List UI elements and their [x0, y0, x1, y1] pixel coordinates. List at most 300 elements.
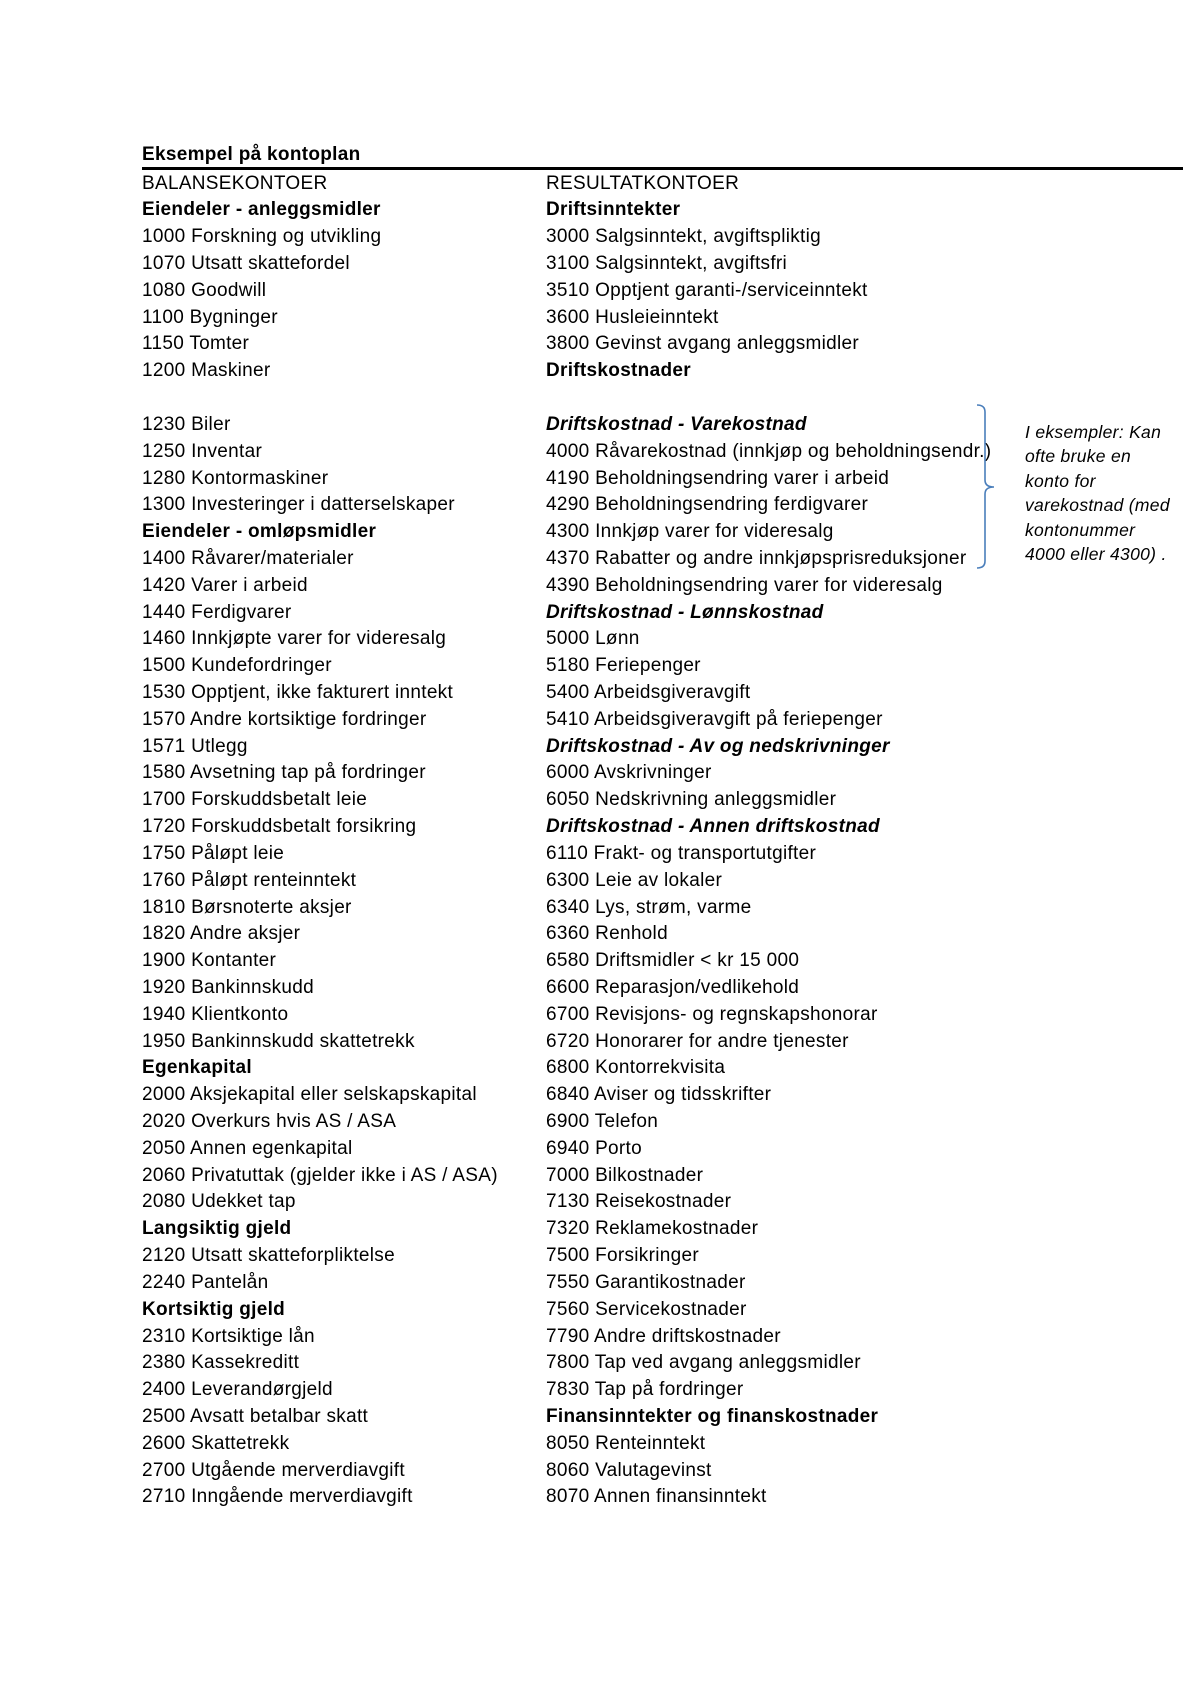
- right-cell: [546, 439, 1016, 466]
- table-row: [142, 1458, 1022, 1485]
- account-number: 2710: [142, 1486, 186, 1508]
- section-heading: Finansinntekter og finanskostnader: [546, 1405, 879, 1427]
- table-row: [142, 224, 1022, 251]
- account-number: 8070: [546, 1486, 590, 1508]
- account-number: 1200: [142, 360, 186, 382]
- right-cell: [546, 1270, 1016, 1297]
- right-cell: [546, 1404, 1016, 1431]
- account-number: 6050: [546, 789, 590, 811]
- table-row: [142, 841, 1022, 868]
- account-number: 1500: [142, 655, 186, 677]
- column-heading: RESULTATKONTOER: [546, 172, 740, 194]
- account-number: 1530: [142, 682, 186, 704]
- account-number: 6580: [546, 950, 590, 972]
- column-heading: BALANSEKONTOER: [142, 172, 328, 194]
- account-name: Valutagevinst: [595, 1459, 712, 1481]
- right-cell: [546, 1216, 1016, 1243]
- account-number: 2500: [142, 1405, 186, 1427]
- account-number: 7800: [546, 1352, 590, 1374]
- table-row: [142, 197, 1022, 224]
- table-row: [142, 466, 1022, 493]
- account-name: Andre aksjer: [190, 923, 301, 945]
- side-note-line: varekostnad (med: [1025, 495, 1170, 516]
- table-row: [142, 1404, 1022, 1431]
- account-name: Forskuddsbetalt forsikring: [191, 816, 417, 838]
- account-number: 4300: [546, 521, 590, 543]
- right-cell: [546, 358, 1016, 385]
- left-cell: [142, 787, 546, 814]
- account-number: 1570: [142, 708, 186, 730]
- account-name: Revisjons- og regnskapshonorar: [595, 1003, 878, 1025]
- left-cell: [142, 1189, 546, 1216]
- account-name: Påløpt renteinntekt: [191, 869, 357, 891]
- account-name: Goodwill: [191, 279, 267, 301]
- account-name: Gevinst avgang anleggsmidler: [595, 333, 860, 355]
- account-name: Innkjøp varer for videresalg: [595, 521, 834, 543]
- right-cell: [546, 868, 1016, 895]
- account-name: Kontormaskiner: [191, 467, 329, 489]
- account-number: 1750: [142, 842, 186, 864]
- right-cell: [546, 626, 1016, 653]
- account-name: Børsnoterte aksjer: [191, 896, 352, 918]
- right-cell: [546, 1297, 1016, 1324]
- account-number: 1080: [142, 279, 186, 301]
- account-name: Utlegg: [191, 735, 248, 757]
- account-number: 1580: [142, 762, 186, 784]
- left-cell: [142, 1002, 546, 1029]
- account-number: 1700: [142, 789, 186, 811]
- account-number: 6700: [546, 1003, 590, 1025]
- table-row: [142, 895, 1022, 922]
- table-row: [142, 680, 1022, 707]
- account-name: Beholdningsendring varer for videresalg: [595, 574, 943, 596]
- right-cell: [546, 1431, 1016, 1458]
- right-cell: [546, 251, 1016, 278]
- account-number: 5410: [546, 708, 590, 730]
- account-number: 2080: [142, 1191, 186, 1213]
- account-name: Tap ved avgang anleggsmidler: [594, 1352, 861, 1374]
- left-cell: [142, 1082, 546, 1109]
- account-number: 8060: [546, 1459, 590, 1481]
- left-cell: [142, 412, 546, 439]
- account-name: Beholdningsendring varer i arbeid: [595, 467, 890, 489]
- right-cell: [546, 412, 1016, 439]
- subsection-heading: Driftskostnad - Av og nedskrivninger: [546, 735, 890, 757]
- table-row: [142, 1055, 1022, 1082]
- left-cell: [142, 546, 546, 573]
- account-name: Salgsinntekt, avgiftspliktig: [595, 226, 822, 248]
- right-cell: [546, 466, 1016, 493]
- table-row: [142, 1163, 1022, 1190]
- table-row: [142, 1029, 1022, 1056]
- side-note-line: ofte bruke en: [1025, 446, 1132, 467]
- table-row: [142, 385, 1022, 412]
- account-name: Investeringer i datterselskaper: [191, 494, 455, 516]
- account-number: 2050: [142, 1137, 186, 1159]
- left-cell: [142, 653, 546, 680]
- account-number: 2400: [142, 1379, 186, 1401]
- left-cell: [142, 197, 546, 224]
- account-name: Bankinnskudd: [191, 976, 315, 998]
- account-name: Forsikringer: [595, 1245, 699, 1267]
- table-row: [142, 760, 1022, 787]
- account-number: 5000: [546, 628, 590, 650]
- left-cell: [142, 251, 546, 278]
- account-number: 8050: [546, 1432, 590, 1454]
- account-number: 1900: [142, 950, 186, 972]
- account-name: Maskiner: [191, 360, 271, 382]
- account-number: 4290: [546, 494, 590, 516]
- account-name: Tomter: [189, 333, 250, 355]
- right-cell: [546, 975, 1016, 1002]
- page-title: Eksempel på kontoplan: [142, 143, 361, 165]
- right-cell: [546, 707, 1016, 734]
- account-number: 1760: [142, 869, 186, 891]
- right-cell: [546, 787, 1016, 814]
- account-number: 1810: [142, 896, 186, 918]
- account-number: 1920: [142, 976, 186, 998]
- account-name: Råvarer/materialer: [191, 547, 354, 569]
- left-cell: [142, 975, 546, 1002]
- account-number: 2380: [142, 1352, 186, 1374]
- account-name: Bygninger: [189, 306, 278, 328]
- account-name: Porto: [595, 1137, 642, 1159]
- account-name: Pantelån: [191, 1271, 269, 1293]
- table-row: [142, 331, 1022, 358]
- account-number: 7550: [546, 1271, 590, 1293]
- account-number: 1070: [142, 253, 186, 275]
- account-number: 6600: [546, 976, 590, 998]
- right-cell: [546, 1109, 1016, 1136]
- section-heading: Eiendeler - omløpsmidler: [142, 521, 377, 543]
- left-cell: [142, 921, 546, 948]
- subsection-heading: Driftskostnad - Varekostnad: [546, 413, 807, 435]
- right-cell: [546, 1377, 1016, 1404]
- account-number: 2000: [142, 1084, 186, 1106]
- account-name: Varer i arbeid: [191, 574, 308, 596]
- account-name: Husleieinntekt: [595, 306, 719, 328]
- right-cell: [546, 680, 1016, 707]
- account-name: Aviser og tidsskrifter: [594, 1084, 772, 1106]
- right-cell: [546, 948, 1016, 975]
- account-name: Bilkostnader: [595, 1164, 704, 1186]
- account-name: Frakt- og transportutgifter: [593, 842, 817, 864]
- right-cell: [546, 1029, 1016, 1056]
- right-cell: [546, 385, 1016, 412]
- left-cell: [142, 734, 546, 761]
- table-row: [142, 626, 1022, 653]
- left-cell: [142, 224, 546, 251]
- account-number: 5400: [546, 682, 590, 704]
- right-cell: [546, 1055, 1016, 1082]
- account-name: Råvarekostnad (innkjøp og beholdningsendr.): [595, 440, 992, 462]
- left-cell: [142, 331, 546, 358]
- account-name: Telefon: [594, 1111, 659, 1133]
- table-row: [142, 1377, 1022, 1404]
- left-cell: [142, 1270, 546, 1297]
- account-number: 3510: [546, 279, 590, 301]
- account-name: Biler: [191, 413, 231, 435]
- account-number: 6900: [546, 1111, 590, 1133]
- account-name: Andre driftskostnader: [594, 1325, 781, 1347]
- account-number: 6800: [546, 1057, 590, 1079]
- account-number: 4190: [546, 467, 590, 489]
- left-cell: [142, 1350, 546, 1377]
- left-cell: [142, 1431, 546, 1458]
- account-name: Utsatt skatteforpliktelse: [191, 1245, 395, 1267]
- account-name: Privatuttak (gjelder ikke i AS / ASA): [191, 1164, 498, 1186]
- table-row: [142, 921, 1022, 948]
- account-name: Beholdningsendring ferdigvarer: [595, 494, 869, 516]
- table-row: [142, 1136, 1022, 1163]
- side-note-line: 4000 eller 4300) .: [1025, 544, 1167, 565]
- account-name: Reisekostnader: [595, 1191, 732, 1213]
- curly-brace-icon: [970, 400, 1002, 575]
- account-number: 4390: [546, 574, 590, 596]
- account-number: 3600: [546, 306, 590, 328]
- side-note-line: konto for: [1025, 470, 1096, 491]
- account-number: 6940: [546, 1137, 590, 1159]
- right-cell: [546, 305, 1016, 332]
- section-heading: Driftsinntekter: [546, 199, 681, 221]
- right-cell: [546, 1324, 1016, 1351]
- account-name: Udekket tap: [191, 1191, 296, 1213]
- account-number: 6360: [546, 923, 590, 945]
- right-cell: [546, 171, 1016, 198]
- left-cell: [142, 1243, 546, 1270]
- account-number: 4370: [546, 547, 590, 569]
- right-cell: [546, 895, 1016, 922]
- left-cell: [142, 466, 546, 493]
- account-name: Arbeidsgiveravgift på feriepenger: [594, 708, 883, 730]
- table-row: [142, 439, 1022, 466]
- account-name: Arbeidsgiveravgift: [594, 682, 751, 704]
- right-cell: [546, 1002, 1016, 1029]
- left-cell: [142, 868, 546, 895]
- account-name: Bankinnskudd skattetrekk: [191, 1030, 415, 1052]
- left-cell: [142, 1324, 546, 1351]
- table-row: [142, 707, 1022, 734]
- table-row: [142, 171, 1022, 198]
- account-name: Andre kortsiktige fordringer: [190, 708, 427, 730]
- left-cell: [142, 1297, 546, 1324]
- account-name: Påløpt leie: [191, 842, 285, 864]
- left-cell: [142, 439, 546, 466]
- table-row: [142, 573, 1022, 600]
- table-row: [142, 251, 1022, 278]
- table-row: [142, 1270, 1022, 1297]
- left-cell: [142, 814, 546, 841]
- left-cell: [142, 1136, 546, 1163]
- table-row: [142, 519, 1022, 546]
- account-number: 7130: [546, 1191, 590, 1213]
- account-number: 1720: [142, 816, 186, 838]
- account-name: Opptjent garanti-/serviceinntekt: [595, 279, 868, 301]
- account-name: Garantikostnader: [595, 1271, 746, 1293]
- right-cell: [546, 653, 1016, 680]
- account-name: Kontanter: [191, 950, 277, 972]
- account-name: Leverandørgjeld: [191, 1379, 333, 1401]
- left-cell: [142, 573, 546, 600]
- account-number: 1820: [142, 923, 186, 945]
- account-name: Renhold: [595, 923, 668, 945]
- account-name: Overkurs hvis AS / ASA: [191, 1111, 397, 1133]
- account-number: 3000: [546, 226, 590, 248]
- account-number: 6340: [546, 896, 590, 918]
- table-row: [142, 868, 1022, 895]
- account-number: 1230: [142, 413, 186, 435]
- left-cell: [142, 278, 546, 305]
- account-number: 6000: [546, 762, 590, 784]
- right-cell: [546, 1243, 1016, 1270]
- subsection-heading: Driftskostnad - Annen driftskostnad: [546, 816, 880, 838]
- account-number: 1400: [142, 547, 186, 569]
- left-cell: [142, 895, 546, 922]
- table-row: [142, 1216, 1022, 1243]
- right-cell: [546, 224, 1016, 251]
- account-name: Utsatt skattefordel: [191, 253, 350, 275]
- account-number: 1950: [142, 1030, 186, 1052]
- brace-path: [977, 405, 994, 568]
- right-cell: [546, 331, 1016, 358]
- account-name: Inngående merverdiavgift: [191, 1486, 413, 1508]
- account-number: 1150: [142, 333, 185, 355]
- account-name: Kassekreditt: [191, 1352, 300, 1374]
- account-number: 7790: [546, 1325, 590, 1347]
- table-row: [142, 600, 1022, 627]
- table-row: [142, 734, 1022, 761]
- account-name: Nedskrivning anleggsmidler: [595, 789, 837, 811]
- account-number: 6300: [546, 869, 590, 891]
- table-row: [142, 278, 1022, 305]
- account-name: Renteinntekt: [595, 1432, 706, 1454]
- account-number: 3100: [546, 253, 590, 275]
- account-name: Reparasjon/vedlikehold: [595, 976, 800, 998]
- section-heading: Egenkapital: [142, 1057, 252, 1079]
- table-row: [142, 1109, 1022, 1136]
- left-cell: [142, 1216, 546, 1243]
- left-cell: [142, 760, 546, 787]
- account-name: Opptjent, ikke fakturert inntekt: [191, 682, 454, 704]
- account-name: Avsetning tap på fordringer: [190, 762, 426, 784]
- right-cell: [546, 492, 1016, 519]
- section-heading: Kortsiktig gjeld: [142, 1298, 286, 1320]
- account-name: Annen egenkapital: [190, 1137, 353, 1159]
- account-plan-table: [142, 171, 1022, 1512]
- account-number: 6720: [546, 1030, 590, 1052]
- left-cell: [142, 1055, 546, 1082]
- account-name: Servicekostnader: [595, 1298, 747, 1320]
- account-number: 3800: [546, 333, 590, 355]
- table-row: [142, 975, 1022, 1002]
- left-cell: [142, 358, 546, 385]
- account-name: Kundefordringer: [191, 655, 332, 677]
- right-cell: [546, 1458, 1016, 1485]
- right-cell: [546, 1189, 1016, 1216]
- account-number: 1280: [142, 467, 186, 489]
- account-name: Driftsmidler < kr 15 000: [595, 950, 800, 972]
- account-number: 1000: [142, 226, 186, 248]
- table-row: [142, 787, 1022, 814]
- table-row: [142, 1431, 1022, 1458]
- account-name: Honorarer for andre tjenester: [595, 1030, 849, 1052]
- left-cell: [142, 1377, 546, 1404]
- account-number: 1440: [142, 601, 186, 623]
- table-row: [142, 546, 1022, 573]
- right-cell: [546, 1163, 1016, 1190]
- account-name: Aksjekapital eller selskapskapital: [190, 1084, 477, 1106]
- right-cell: [546, 1082, 1016, 1109]
- account-number: 7500: [546, 1245, 590, 1267]
- account-name: Klientkonto: [191, 1003, 289, 1025]
- right-cell: [546, 546, 1016, 573]
- right-cell: [546, 760, 1016, 787]
- section-heading: Driftskostnader: [546, 360, 691, 382]
- title-underline: [142, 167, 1183, 170]
- account-number: 7560: [546, 1298, 590, 1320]
- account-number: 2310: [142, 1325, 186, 1347]
- right-cell: [546, 1136, 1016, 1163]
- section-heading: Eiendeler - anleggsmidler: [142, 199, 381, 221]
- subsection-heading: Driftskostnad - Lønnskostnad: [546, 601, 824, 623]
- table-row: [142, 1243, 1022, 1270]
- account-name: Salgsinntekt, avgiftsfri: [595, 253, 788, 275]
- table-row: [142, 412, 1022, 439]
- left-cell: [142, 841, 546, 868]
- account-number: 1420: [142, 574, 186, 596]
- table-row: [142, 1082, 1022, 1109]
- left-cell: [142, 948, 546, 975]
- account-name: Forskning og utvikling: [191, 226, 382, 248]
- table-row: [142, 1324, 1022, 1351]
- table-row: [142, 358, 1022, 385]
- right-cell: [546, 519, 1016, 546]
- account-name: Tap på fordringer: [594, 1379, 744, 1401]
- account-number: 2600: [142, 1432, 186, 1454]
- table-row: [142, 948, 1022, 975]
- left-cell: [142, 600, 546, 627]
- right-cell: [546, 921, 1016, 948]
- account-number: 7830: [546, 1379, 590, 1401]
- right-cell: [546, 841, 1016, 868]
- account-number: 7000: [546, 1164, 590, 1186]
- table-row: [142, 305, 1022, 332]
- left-cell: [142, 171, 546, 198]
- table-row: [142, 653, 1022, 680]
- account-number: 2020: [142, 1111, 186, 1133]
- account-name: Reklamekostnader: [595, 1218, 759, 1240]
- account-name: Lønn: [595, 628, 640, 650]
- left-cell: [142, 1109, 546, 1136]
- account-name: Utgående merverdiavgift: [191, 1459, 405, 1481]
- right-cell: [546, 600, 1016, 627]
- account-name: Innkjøpte varer for videresalg: [191, 628, 447, 650]
- account-number: 2240: [142, 1271, 186, 1293]
- left-cell: [142, 626, 546, 653]
- account-name: Inventar: [191, 440, 263, 462]
- account-number: 1250: [142, 440, 186, 462]
- account-name: Kortsiktige lån: [191, 1325, 315, 1347]
- table-row: [142, 1297, 1022, 1324]
- right-cell: [546, 734, 1016, 761]
- account-number: 7320: [546, 1218, 590, 1240]
- account-name: Feriepenger: [595, 655, 701, 677]
- account-name: Forskuddsbetalt leie: [191, 789, 368, 811]
- account-name: Leie av lokaler: [595, 869, 723, 891]
- account-number: 5180: [546, 655, 590, 677]
- right-cell: [546, 1484, 1016, 1511]
- account-number: 4000: [546, 440, 590, 462]
